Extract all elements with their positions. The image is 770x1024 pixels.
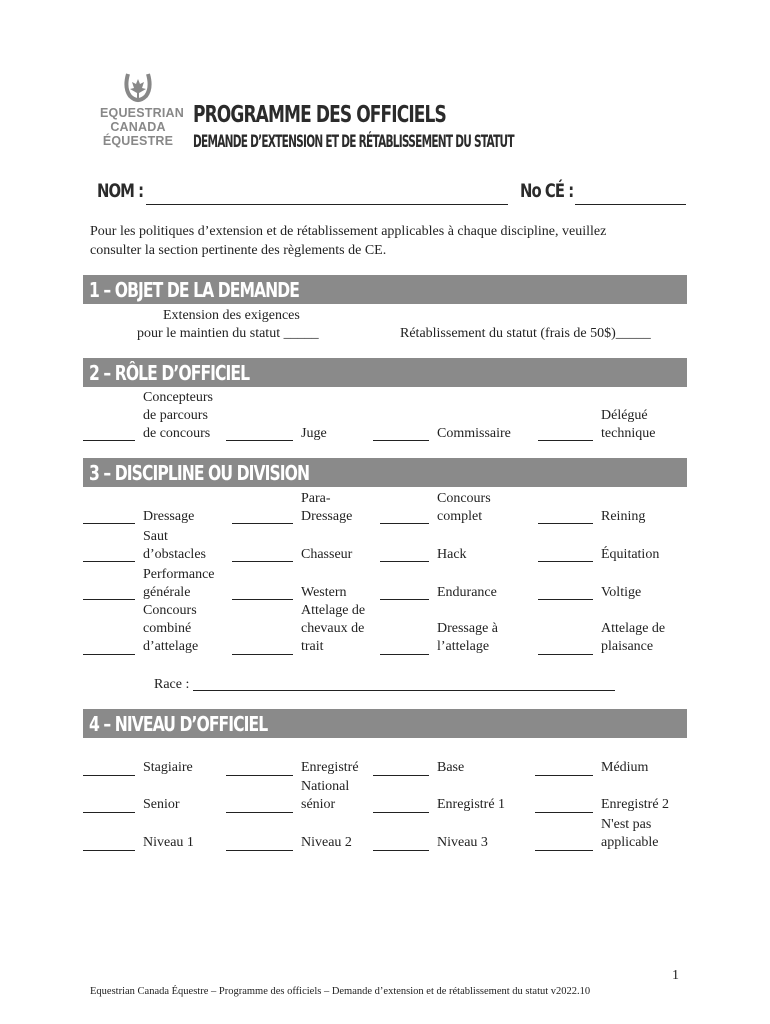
discipline-label: Attelage de — [601, 621, 666, 636]
role-blank-course-designer[interactable] — [83, 440, 135, 441]
discipline-label: Attelage de — [301, 603, 366, 618]
discipline-blank[interactable] — [83, 561, 135, 562]
discipline-label: Hack — [437, 547, 467, 562]
discipline-label: Voltige — [601, 585, 642, 600]
section-3-header — [83, 458, 687, 487]
race-label: Race : — [154, 677, 190, 692]
ce-number-label: No CÉ : — [520, 180, 574, 202]
section-2-header — [83, 358, 687, 387]
intro-line-1: Pour les politiques d’extension et de rétablissement applicables à chaque discipline, veuillez — [90, 224, 607, 239]
level-blank[interactable] — [373, 850, 429, 851]
logo-line-3: ÉQUESTRE — [102, 134, 174, 148]
level-label: Enregistré 1 — [437, 797, 506, 812]
ce-number-field[interactable] — [575, 204, 686, 205]
role-label: de concours — [143, 426, 211, 441]
level-label: Enregistré — [301, 760, 359, 775]
footer-text: Equestrian Canada Équestre – Programme des officiels – Demande d’extension et de rétablissement du statut v2022.10 — [90, 986, 591, 997]
level-blank[interactable] — [226, 775, 293, 776]
level-label: Senior — [143, 797, 180, 812]
reinstatement-option[interactable]: Rétablissement du statut (frais de 50$)_____ — [400, 326, 651, 341]
level-blank[interactable] — [535, 775, 593, 776]
section-4-header — [83, 709, 687, 738]
level-label: Niveau 1 — [143, 835, 194, 850]
level-blank[interactable] — [83, 775, 135, 776]
role-label: de parcours — [143, 408, 208, 423]
discipline-label: chevaux de — [301, 621, 365, 636]
page-number: 1 — [672, 968, 679, 983]
level-label: N'est pas — [601, 817, 652, 832]
level-label: Base — [437, 760, 465, 775]
level-blank[interactable] — [373, 812, 429, 813]
role-label: Concepteurs — [143, 390, 213, 405]
discipline-blank[interactable] — [232, 523, 293, 524]
discipline-blank[interactable] — [538, 523, 593, 524]
discipline-blank[interactable] — [380, 523, 429, 524]
level-label: applicable — [601, 835, 659, 850]
discipline-blank[interactable] — [538, 654, 593, 655]
discipline-label: complet — [437, 509, 483, 524]
discipline-blank[interactable] — [538, 599, 593, 600]
discipline-label: combiné — [143, 621, 192, 636]
role-label: Délégué — [601, 408, 648, 423]
level-blank[interactable] — [535, 850, 593, 851]
role-blank-judge[interactable] — [226, 440, 293, 441]
page-title: PROGRAMME DES OFFICIELS — [193, 102, 446, 128]
name-label: NOM : — [97, 180, 144, 202]
discipline-blank[interactable] — [232, 561, 293, 562]
discipline-label: Équitation — [601, 547, 660, 562]
level-blank[interactable] — [226, 812, 293, 813]
discipline-blank[interactable] — [83, 654, 135, 655]
page-subtitle: DEMANDE D’EXTENSION ET DE RÉTABLISSEMENT DU STATUT — [193, 132, 514, 152]
role-blank-technical-delegate[interactable] — [538, 440, 593, 441]
level-label: Stagiaire — [143, 760, 193, 775]
role-label: Juge — [301, 426, 327, 441]
discipline-label: Concours — [143, 603, 197, 618]
logo-line-2: CANADA — [110, 120, 166, 134]
discipline-blank[interactable] — [232, 599, 293, 600]
level-blank[interactable] — [535, 812, 593, 813]
discipline-label: d’attelage — [143, 639, 199, 654]
section-4-title: 4 – NIVEAU D’OFFICIEL — [89, 712, 268, 736]
discipline-blank[interactable] — [380, 654, 429, 655]
level-label: Enregistré 2 — [601, 797, 670, 812]
discipline-label: d’obstacles — [143, 547, 206, 562]
discipline-label: Dressage — [143, 509, 195, 524]
discipline-label: Saut — [143, 529, 168, 544]
discipline-label: Para- — [301, 491, 331, 506]
logo — [100, 70, 184, 156]
section-1-header — [83, 275, 687, 304]
intro-line-2: consulter la section pertinente des règlements de CE. — [90, 243, 387, 258]
role-blank-steward[interactable] — [373, 440, 429, 441]
level-blank[interactable] — [226, 850, 293, 851]
discipline-label: Dressage à — [437, 621, 499, 636]
level-label: sénior — [301, 797, 336, 812]
level-label: Niveau 2 — [301, 835, 352, 850]
discipline-label: Performance — [143, 567, 215, 582]
section-3-title: 3 – DISCIPLINE OU DIVISION — [89, 461, 310, 485]
discipline-blank[interactable] — [380, 561, 429, 562]
discipline-label: trait — [301, 639, 324, 654]
section-1-title: 1 – OBJET DE LA DEMANDE — [89, 278, 300, 302]
role-label: technique — [601, 426, 656, 441]
level-label: National — [301, 779, 350, 794]
logo-line-1: EQUESTRIAN — [100, 106, 184, 120]
level-blank[interactable] — [83, 850, 135, 851]
race-field[interactable] — [193, 690, 615, 691]
discipline-label: Concours — [437, 491, 491, 506]
discipline-blank[interactable] — [83, 599, 135, 600]
extension-option-line-1: Extension des exigences — [163, 308, 300, 323]
discipline-label: Western — [301, 585, 347, 600]
discipline-blank[interactable] — [538, 561, 593, 562]
level-blank[interactable] — [83, 812, 135, 813]
horseshoe-maple-leaf-icon — [122, 70, 154, 104]
discipline-label: Chasseur — [301, 547, 353, 562]
extension-option-line-2[interactable]: pour le maintien du statut _____ — [137, 326, 319, 341]
discipline-label: Endurance — [437, 585, 497, 600]
level-blank[interactable] — [373, 775, 429, 776]
discipline-label: plaisance — [601, 639, 654, 654]
level-label: Médium — [601, 760, 649, 775]
name-field[interactable] — [146, 204, 508, 205]
discipline-label: générale — [143, 585, 191, 600]
discipline-blank[interactable] — [232, 654, 293, 655]
section-2-title: 2 – RÔLE D’OFFICIEL — [89, 361, 250, 385]
discipline-blank[interactable] — [380, 599, 429, 600]
discipline-label: l’attelage — [437, 639, 490, 654]
level-label: Niveau 3 — [437, 835, 488, 850]
discipline-label: Reining — [601, 509, 646, 524]
discipline-blank[interactable] — [83, 523, 135, 524]
role-label: Commissaire — [437, 426, 511, 441]
discipline-label: Dressage — [301, 509, 353, 524]
